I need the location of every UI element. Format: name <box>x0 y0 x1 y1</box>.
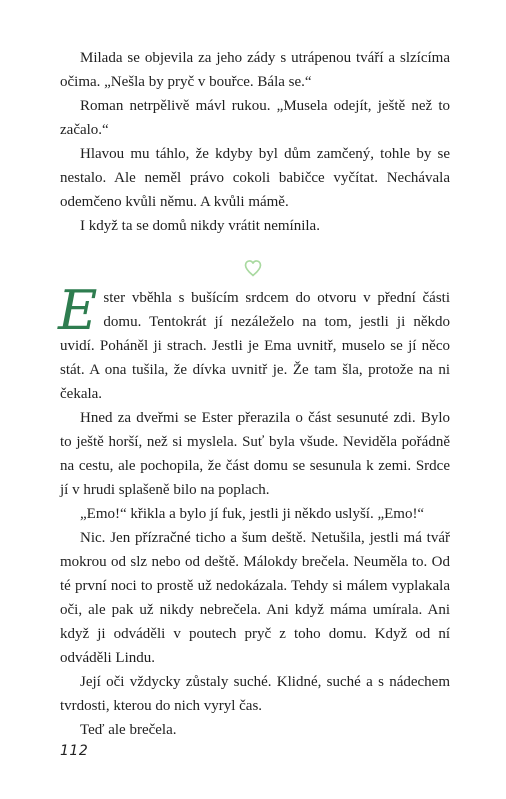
paragraph: Nic. Jen přízračné ticho a šum deště. Netušila, jestli má tvář mokrou od slz nebo od deště. Málokdy brečela. Neuměla to. Od té první noci to prostě už nedokázala. Tehdy si málem vyplakala oči, ale pak už nikdy nebrečela. Ani když máma umírala. Ani když ji odváděli v poutech pryč z toho domu. Když od ní odváděli Lindu. <box>60 530 450 666</box>
chapter-opening <box>58 279 450 406</box>
paragraph: Roman netrpělivě mávl rukou. „Musela odejít, ještě než to začalo.“ <box>60 98 450 138</box>
paragraph: „Emo!“ křikla a bylo jí fuk, jestli ji někdo uslyší. „Emo!“ <box>80 506 425 522</box>
paragraph: Hned za dveřmi se Ester přerazila o část sesunuté zdi. Bylo to ještě horší, než si myslela. Suť byla všude. Neviděla pořádně na cestu, ale pochopila, že část domu se sesunula k zemi. Srdce jí v hrudi splašeně bilo na poplach. <box>60 410 450 498</box>
page-number: 112 <box>60 743 89 759</box>
paragraph: Teď ale brečela. <box>80 722 177 738</box>
heart-icon <box>243 258 263 278</box>
page-body <box>60 46 450 742</box>
section-2 <box>58 279 450 742</box>
opening-paragraph: ster vběhla s bušícím srdcem do otvoru v přední části domu. Tentokrát jí nezáleželo na tom, jestli ji někdo uvidí. Poháněl ji strach. Jestli je Ema uvnitř, muselo se jí něco stát. A ona tušila, že dívka uvnitř je. Že tam šla, protože na ni čekala. <box>60 290 450 402</box>
paragraph: I když ta se domů nikdy vrátit nemínila. <box>80 218 320 234</box>
section-1 <box>60 46 450 238</box>
paragraph: Milada se objevila za jeho zády s utrápenou tváří a slzícíma očima. „Nešla by pryč v bouřce. Bála se.“ <box>60 50 450 90</box>
paragraph: Její oči vždycky zůstaly suché. Klidné, suché a s nádechem tvrdosti, kterou do nich vyryl čas. <box>60 674 450 714</box>
paragraph: Hlavou mu táhlo, že kdyby byl dům zamčený, tohle by se nestalo. Ale neměl právo cokoli babičce vyčítat. Nechávala odemčeno kvůli němu. A kvůli mámě. <box>60 146 450 210</box>
drop-cap: E <box>58 279 98 342</box>
